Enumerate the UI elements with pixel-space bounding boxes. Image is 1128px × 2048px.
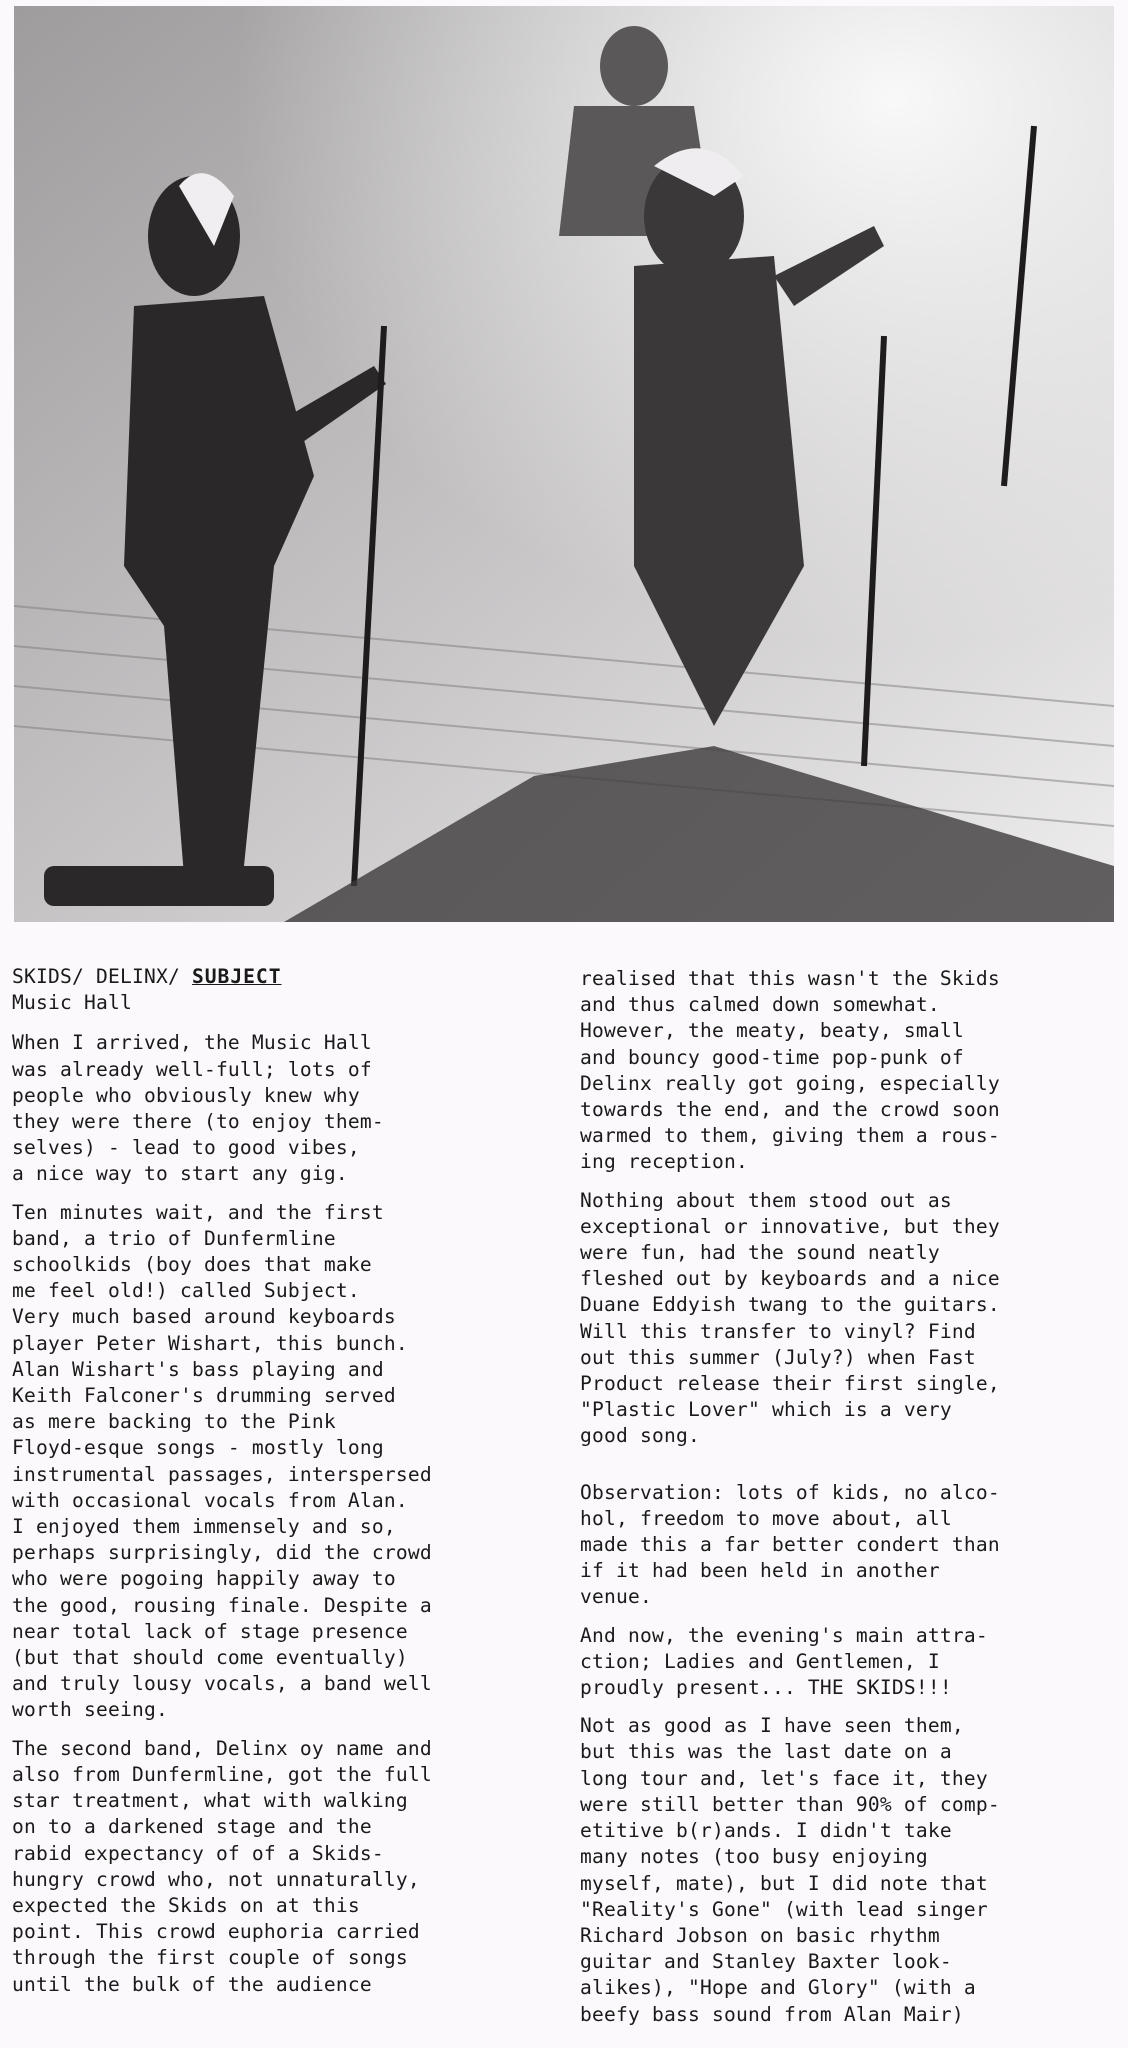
concert-photo-icon — [14, 6, 1114, 922]
article-left-column — [12, 964, 542, 2010]
left-paragraph-1: When I arrived, the Music Hall was already well-full; lots of people who obviously knew why they were there (to enjoy them- selves) - lead to good vibes, a nice way to start any gig. — [12, 1031, 384, 1186]
left-paragraph-3: The second band, Delinx oy name and also from Dunfermline, got the full star treatment, what with walking on to a darkened stage and the rabid expectancy of of a Skids- hungry crowd who, not unnaturally, expected the Skids on at this point. This crowd euphoria carried through the first couple of songs until the bulk of the audience — [12, 1736, 432, 1996]
right-paragraph-1: realised that this wasn't the Skids and thus calmed down somewhat. However, the meaty, beaty, small and bouncy good-time pop-punk of Delinx really got going, especially towards the end, and the crowd soon warmed to them, giving them a rous- ing reception. — [580, 967, 1000, 1174]
article-right-column — [580, 966, 1120, 2040]
bands-text: SKIDS/ DELINX/ — [12, 965, 192, 988]
right-paragraph-3: Observation: lots of kids, no alco- hol, freedom to move about, all made this a far better condert than if it had been held in another venue. — [580, 1480, 1000, 1609]
left-paragraph-2: Ten minutes wait, and the first band, a trio of Dunfermline schoolkids (boy does that make me feel old!) called Subject. Very much based around keyboards player Peter Wishart, this bunch. Alan Wishart's bass playing and Keith Falconer's drumming served as mere backing to the Pink Floyd-esque songs - mostly long instrumental passages, interspersed with occasional vocals from Alan. I enjoyed them immensely and so, perhaps surprisingly, did the crowd who were pogoing happily away to the good, rousing finale. Despite a near total lack of stage presence (but that should come eventually) and truly lousy vocals, a band well worth seeing. — [12, 1200, 432, 1722]
article-title — [12, 964, 542, 990]
article-header — [12, 964, 542, 1016]
right-paragraph-5: Not as good as I have seen them, but this was the last date on a long tour and, let's face it, they were still better than 90% of comp- etitive b(r)ands. I didn't take many notes (too busy enjoying myself, mate), but I did note that "Reality's Gone" (with lead singer Richard Jobson on basic rhythm guitar and Stanley Baxter look- alikes), "Hope and Glory" (with a beefy bass sound from Alan Mair) — [580, 1714, 1000, 2026]
concert-photo — [14, 6, 1114, 922]
right-paragraph-2: Nothing about them stood out as exceptional or innovative, but they were fun, had the sound neatly fleshed out by keyboards and a nice Duane Eddyish twang to the guitars. Will this transfer to vinyl? Find out this summer (July?) when Fast Product release their first single, "Plastic Lover" which is a very good song. — [580, 1188, 1000, 1448]
venue-name: Music Hall — [12, 991, 132, 1015]
right-paragraph-4: And now, the evening's main attra- ction; Ladies and Gentlemen, I proudly present... THE SKIDS!!! — [580, 1623, 988, 1700]
subject-band-name: SUBJECT — [191, 965, 282, 988]
